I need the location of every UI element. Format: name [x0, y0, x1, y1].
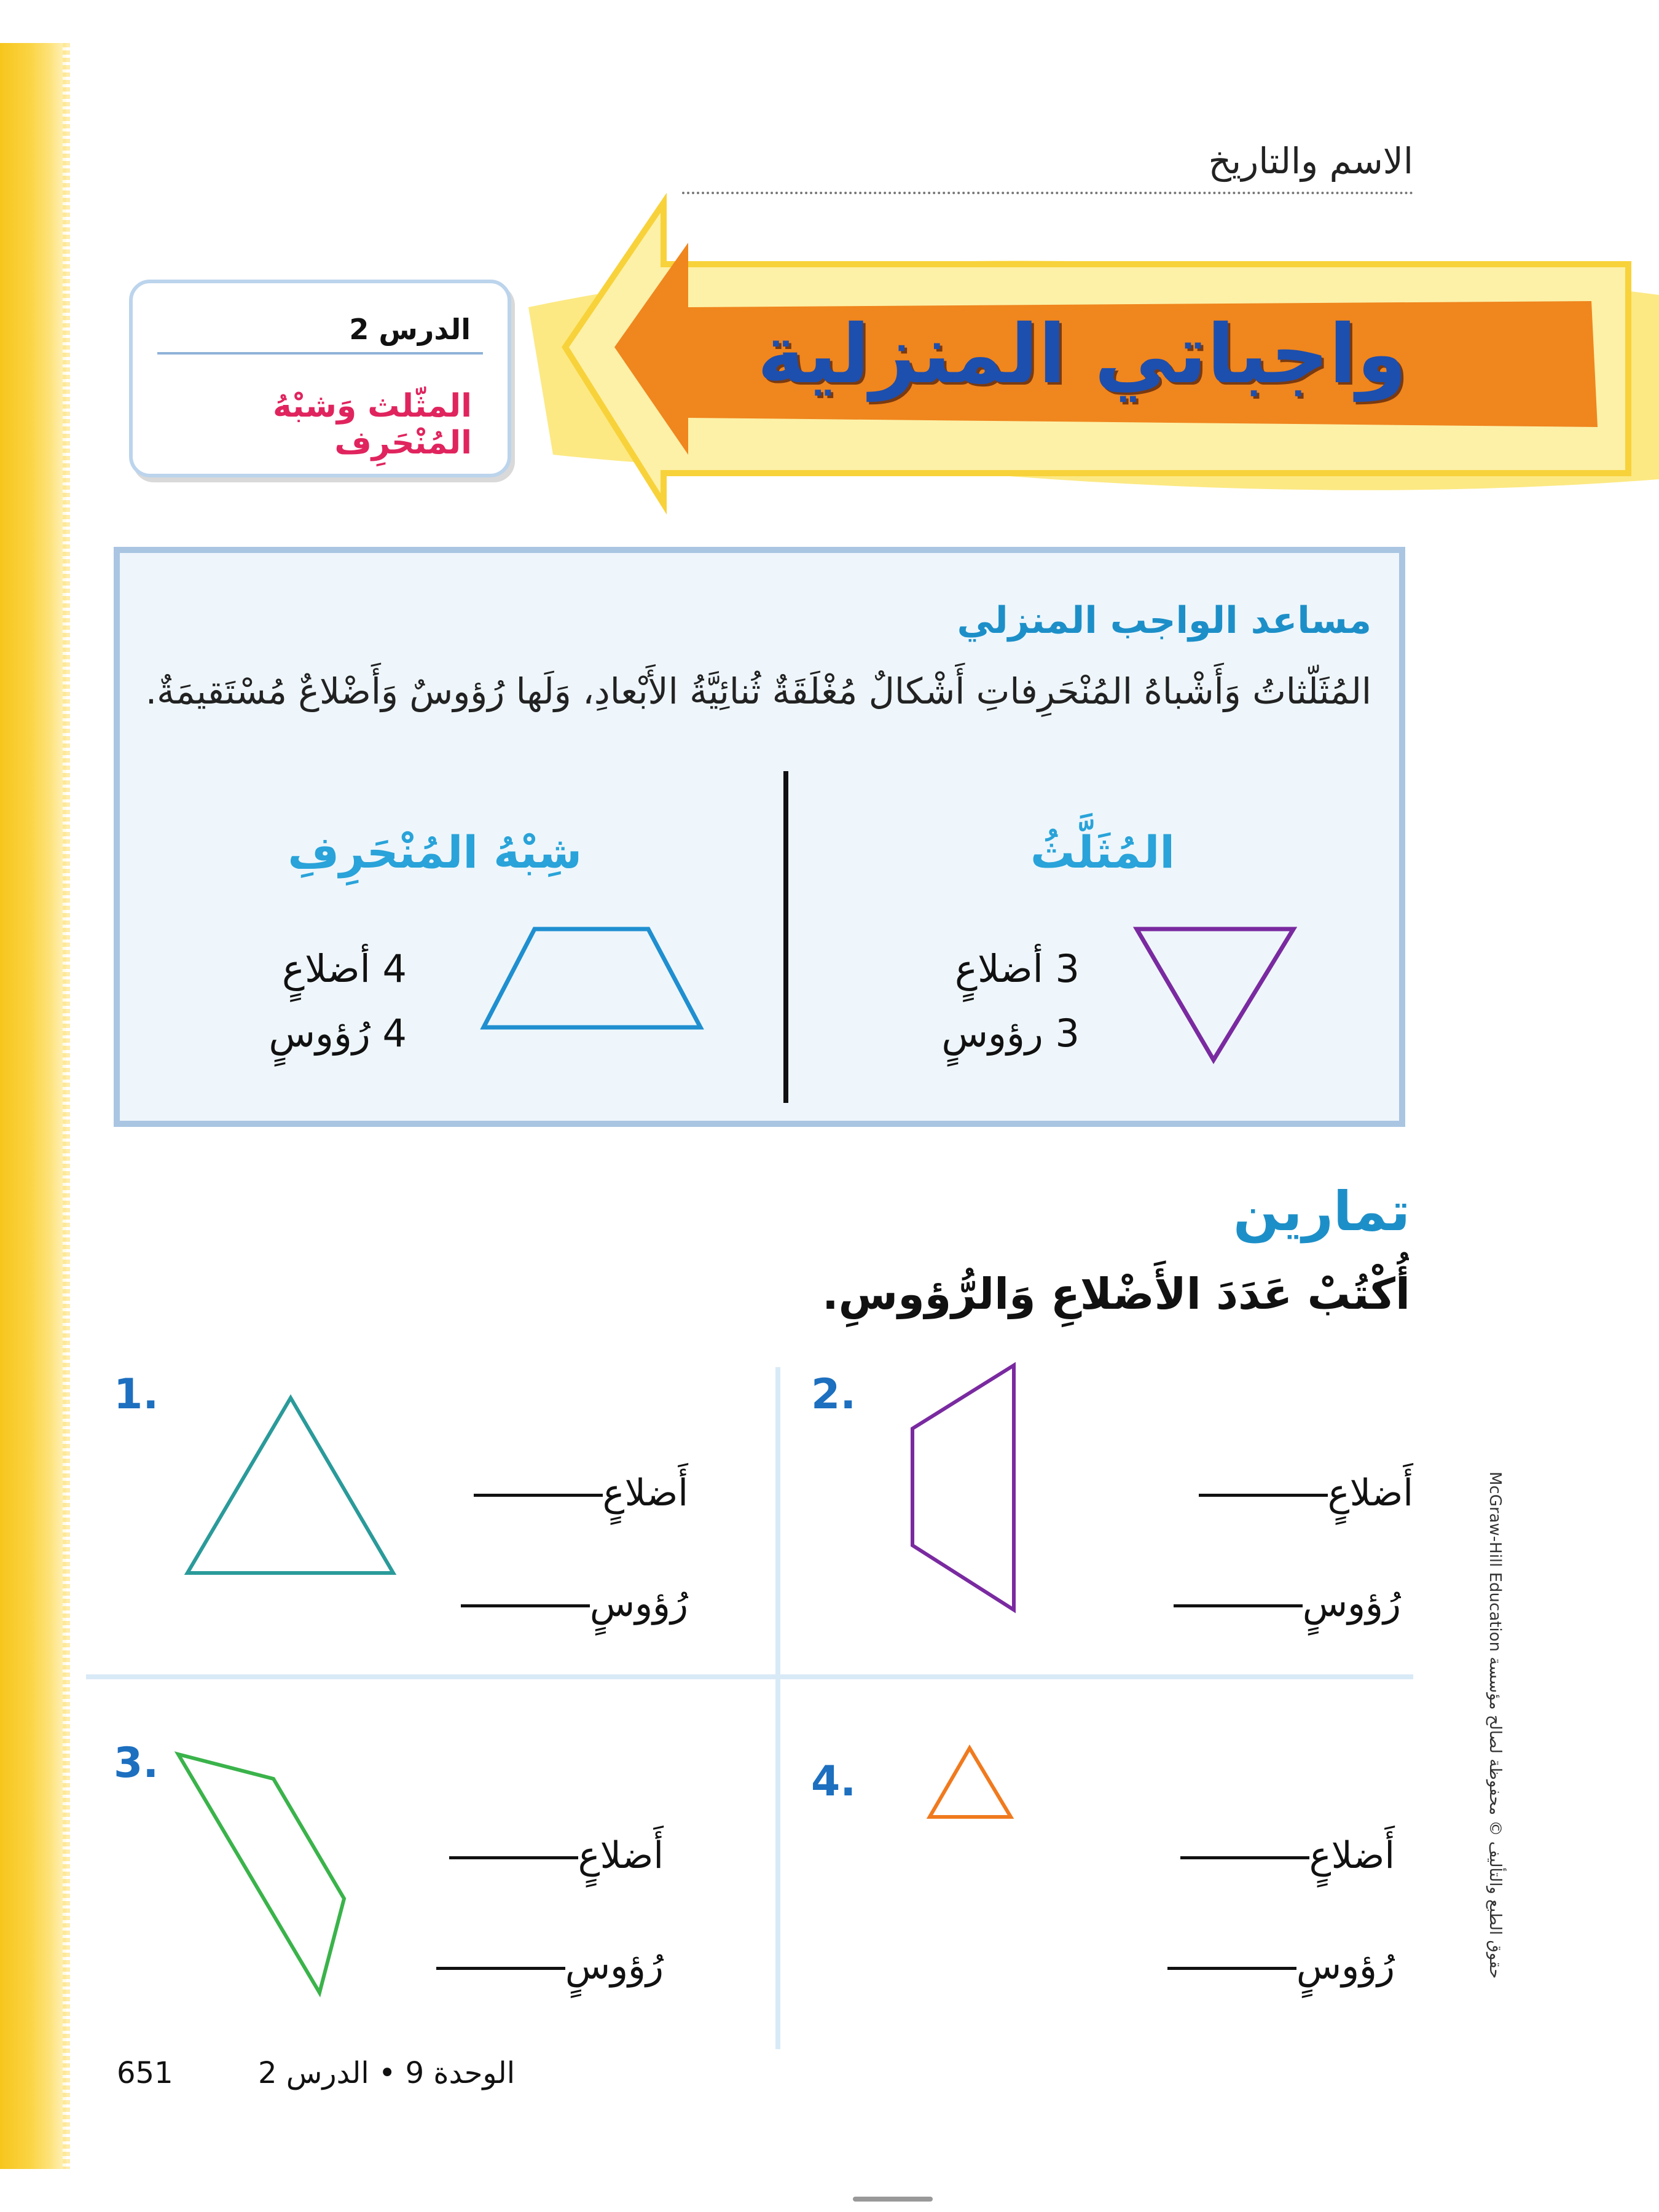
exercise-4-triangle-shape [925, 1742, 1017, 1825]
lesson-card [129, 280, 511, 477]
exercise-1-sides-row [430, 1472, 688, 1515]
exercise-3-vertices-label: رُؤوسٍ [565, 1945, 664, 1988]
exercise-2-vertices-row [1143, 1582, 1401, 1625]
exercise-1-vertices-row [430, 1582, 688, 1625]
exercise-4-vertices-blank[interactable] [1167, 1967, 1296, 1970]
yellow-margin-strip [0, 43, 66, 2169]
exercise-2-sides-label: أَضلاعٍ [1327, 1472, 1413, 1515]
trapezoid-example-shape [476, 922, 710, 1038]
exercise-3-sides-row [406, 1834, 664, 1877]
lesson-title: المثّلث وَشبْهُ المُنْحَرِف [272, 388, 472, 461]
copyright-notice: McGraw-Hill Education حقوق الطبع والتأليف © محفوظة لصالح مؤسسة [1486, 1472, 1504, 1979]
triangle-vertices-fact: 3 رؤوسٍ [941, 1011, 1080, 1056]
exercise-1-sides-blank[interactable] [474, 1494, 603, 1497]
exercise-4-vertices-row [1137, 1945, 1395, 1988]
exercise-2-sides-row [1155, 1472, 1413, 1515]
trapezoid-sides-fact: 4 أضلاعٍ [281, 946, 407, 991]
lesson-card-divider [157, 352, 483, 355]
exercise-2-number: 2. [811, 1370, 857, 1419]
helper-divider [783, 771, 788, 1103]
unit-lesson-label: الوحدة 9 • الدرس 2 [258, 2056, 516, 2090]
exercise-4-vertices-label: رُؤوسٍ [1296, 1945, 1395, 1988]
exercise-grid-horizontal-line [86, 1674, 1413, 1679]
exercise-1-sides-label: أَضلاعٍ [602, 1472, 688, 1515]
triangle-example-shape [1131, 922, 1303, 1069]
triangle-sides-fact: 3 أضلاعٍ [954, 946, 1080, 991]
exercise-4-number: 4. [811, 1757, 857, 1806]
exercise-4-sides-row [1137, 1834, 1395, 1877]
exercise-1-number: 1. [114, 1370, 159, 1419]
exercise-2-sides-blank[interactable] [1199, 1494, 1328, 1497]
lesson-number: الدرس 2 [349, 313, 471, 346]
exercise-3-number: 3. [114, 1739, 159, 1787]
helper-title: مساعد الواجب المنزلي [957, 599, 1371, 642]
exercise-2-vertices-blank[interactable] [1174, 1604, 1303, 1607]
exercise-grid-vertical-line [775, 1367, 780, 2049]
exercises-instruction: أُكْتُبْ عَدَدَ الأَضْلاعِ وَالرُّؤوسِ. [822, 1269, 1410, 1319]
exercise-4-sides-label: أَضلاعٍ [1309, 1834, 1395, 1877]
exercise-1-vertices-blank[interactable] [461, 1604, 590, 1607]
exercise-1-vertices-label: رُؤوسٍ [589, 1582, 688, 1625]
exercise-3-sides-label: أَضلاعٍ [578, 1834, 664, 1877]
exercises-heading: تمارين [1233, 1180, 1410, 1243]
exercise-1-triangle-shape [181, 1392, 402, 1582]
exercise-2-vertices-label: رُؤوسٍ [1302, 1582, 1401, 1625]
home-indicator[interactable] [853, 2197, 933, 2202]
banner-title: واجباتي المنزلية [757, 307, 1407, 402]
page-number: 651 [117, 2056, 173, 2090]
trapezoid-vertices-fact: 4 رُؤوسٍ [269, 1011, 407, 1056]
exercise-3-vertices-blank[interactable] [436, 1967, 565, 1970]
exercise-3-trapezoid-shape [172, 1748, 356, 2000]
homework-helper-box [114, 547, 1405, 1127]
triangle-title: المُثَلَّثُ [1030, 826, 1175, 878]
exercise-2-trapezoid-shape [897, 1358, 1032, 1622]
trapezoid-title: شِبْهُ المُنْحَرِفِ [288, 826, 582, 878]
exercise-3-sides-blank[interactable] [449, 1856, 578, 1859]
exercise-3-vertices-row [406, 1945, 664, 1988]
helper-text: المُثَلّثاتُ وَأَشْباهُ المُنْحَرِفاتِ أَشْكالٌ مُغْلَقَةٌ ثُنائِيَّةُ الأَبْعادِ، وَلَها رُؤوسٌ وَأَضْلاعٌ مُسْتَقيمَةٌ. [145, 670, 1371, 712]
exercise-4-sides-blank[interactable] [1180, 1856, 1309, 1859]
name-date-label: الاسم والتاريخ [1208, 140, 1413, 182]
